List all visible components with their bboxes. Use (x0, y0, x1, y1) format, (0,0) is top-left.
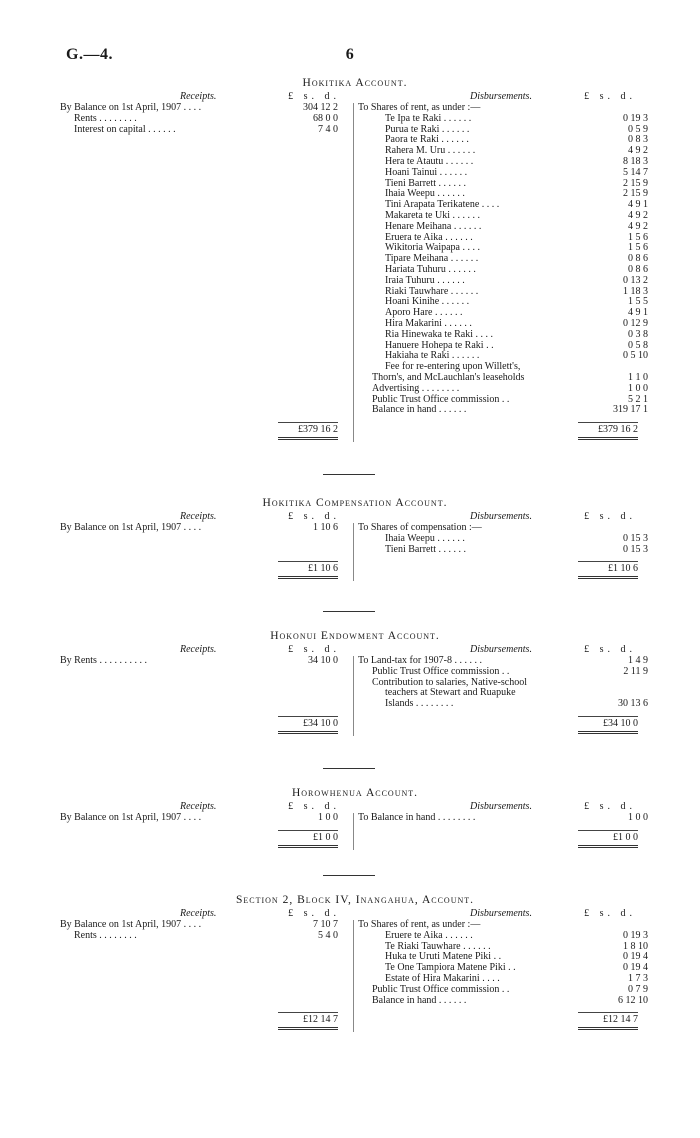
ledger-item-amount: 0 5 9 (628, 123, 648, 135)
receipts-heading: Receipts. (180, 644, 217, 655)
ledger-item-amount: 4 9 1 (628, 199, 648, 211)
ledger-item-amount: 4 9 2 (628, 220, 648, 232)
ledger-item-label: By Balance on 1st April, 1907 . . . . (60, 812, 202, 823)
disbursements-column (358, 103, 648, 416)
account-body (60, 813, 650, 824)
ledger-row (358, 114, 648, 125)
ledger-item-label: Tipare Meihana . . . . . . (385, 253, 479, 265)
ledger-item-amount: 0 13 2 (623, 274, 648, 286)
ledger-item-label: Tieni Barrett . . . . . . (385, 543, 467, 555)
section-separator (323, 768, 375, 769)
ledger-item-amount: 4 9 2 (628, 209, 648, 221)
ledger-item-label: Public Trust Office commission . . (372, 393, 510, 405)
account-section (60, 895, 650, 1028)
ledger-item-amount: 0 19 3 (623, 929, 648, 941)
ledger-row (358, 405, 648, 416)
ledger-row (358, 931, 648, 942)
ledger-item-amount: 1 0 0 (318, 812, 338, 823)
ledger-item-amount: 0 3 8 (628, 328, 648, 340)
ledger-item-amount: 0 8 3 (628, 134, 648, 146)
ledger-item-amount: 1 18 3 (623, 285, 648, 297)
ledger-item-label: Public Trust Office commission . . (372, 665, 510, 677)
ledger-item-label: Hakiaha te Raki . . . . . . (385, 350, 480, 362)
column-divider (353, 103, 354, 442)
ledger-row (358, 276, 648, 287)
ledger-item-label: Ihaia Weepu . . . . . . (385, 188, 465, 200)
ledger-item-label: Te One Tampiora Matene Piki . . (385, 962, 516, 974)
ledger-item-label: Tini Arapata Terikatene . . . . (385, 199, 500, 211)
ledger-item-label: Advertising . . . . . . . . (372, 382, 460, 394)
disbursements-column (358, 523, 648, 555)
receipts-total: £379 16 2 (278, 422, 338, 436)
ledger-item-amount: 0 5 10 (623, 350, 648, 362)
ledger-item-label: To Shares of compensation :— (358, 522, 482, 533)
disbursements-total: £12 14 7 (578, 1012, 638, 1026)
ledger-item-label: Public Trust Office commission . . (372, 983, 510, 995)
ledger-item-label: Tieni Barrett . . . . . . (385, 177, 467, 189)
ledger-item-amount: 0 19 4 (623, 951, 648, 963)
ledger-item-label: Paora te Raki . . . . . . (385, 134, 469, 146)
disbursements-total: £379 16 2 (578, 422, 638, 436)
receipts-currency-heading: £ s. d. (288, 908, 340, 919)
disbursements-column (358, 920, 648, 1006)
ledger-item-amount: 0 15 3 (623, 543, 648, 555)
account-totals (60, 555, 650, 577)
ledger-item-amount: 0 7 9 (628, 983, 648, 995)
ledger-item-label: Ihaia Weepu . . . . . . (385, 532, 465, 544)
ledger-item-label: By Balance on 1st April, 1907 . . . . (60, 919, 202, 930)
ledger-item-label: Thorn's, and McLauchlan's leaseholds (372, 371, 525, 383)
ledger-item-amount: 1 10 6 (313, 522, 338, 533)
ledger-item-amount: 0 19 3 (623, 112, 648, 124)
ledger-item-label: Balance in hand . . . . . . (372, 404, 467, 416)
column-headings (60, 645, 650, 656)
ledger-row (358, 667, 648, 678)
receipts-column (60, 920, 350, 942)
ledger-item-amount: 0 12 9 (623, 317, 648, 329)
ledger-item-label: Interest on capital . . . . . . (74, 123, 176, 135)
ledger-item-label: Hoani Tainui . . . . . . (385, 166, 468, 178)
ledger-item-label: Henare Meihana . . . . . . (385, 220, 482, 232)
disbursements-heading: Disbursements. (470, 644, 532, 655)
ledger-item-label: Hoani Kinihe . . . . . . (385, 296, 470, 308)
account-title: Horowhenua Account. (291, 787, 419, 799)
receipts-currency-heading: £ s. d. (288, 644, 340, 655)
ledger-row (60, 114, 350, 125)
ledger-item-amount: 30 13 6 (618, 698, 648, 710)
ledger-item-amount: 1 0 0 (628, 812, 648, 823)
ledger-item-label: To Shares of rent, as under :— (358, 102, 481, 113)
receipts-column (60, 523, 350, 534)
ledger-item-amount: 319 17 1 (613, 404, 648, 416)
ledger-item-amount: 5 4 0 (318, 929, 338, 941)
ledger-item-amount: 2 11 9 (623, 665, 648, 677)
receipts-total: £12 14 7 (278, 1012, 338, 1026)
receipts-currency-heading: £ s. d. (288, 801, 340, 812)
ledger-item-amount: 4 9 1 (628, 307, 648, 319)
disbursements-heading: Disbursements. (470, 801, 532, 812)
receipts-column (60, 813, 350, 824)
ledger-item-amount: 1 8 10 (623, 940, 648, 952)
account-section (60, 631, 650, 732)
disbursements-heading: Disbursements. (470, 908, 532, 919)
section-separator (323, 875, 375, 876)
ledger-item-label: Te Ipa te Raki . . . . . . (385, 112, 472, 124)
receipts-heading: Receipts. (180, 908, 217, 919)
account-body (60, 656, 650, 710)
ledger-item-label: To Balance in hand . . . . . . . . (358, 812, 476, 823)
ledger-item-label: Ria Hinewaka te Raki . . . . (385, 328, 494, 340)
ledger-item-amount: 8 18 3 (623, 155, 648, 167)
ledger-item-amount: 1 1 0 (628, 371, 648, 383)
ledger-item-label: Wikitoria Waipapa . . . . (385, 242, 480, 254)
page-number: 6 (345, 46, 355, 63)
ledger-item-label: Eruere te Aika . . . . . . (385, 929, 473, 941)
ledger-item-amount: 68 0 0 (313, 112, 338, 124)
account-title: Hokitika Compensation Account. (262, 497, 448, 509)
account-title: Section 2, Block IV, Inangahua, Account. (235, 894, 475, 906)
ledger-item-label: Estate of Hira Makarini . . . . (385, 972, 500, 984)
ledger-row (60, 125, 350, 136)
ledger-row (60, 813, 350, 824)
ledger-item-label: To Shares of rent, as under :— (358, 919, 481, 930)
account-totals (60, 824, 650, 846)
receipts-column (60, 656, 350, 667)
account-section (60, 788, 650, 846)
receipts-currency-heading: £ s. d. (288, 511, 340, 522)
ledger-item-amount: 0 5 8 (628, 339, 648, 351)
receipts-heading: Receipts. (180, 91, 217, 102)
disbursements-currency-heading: £ s. d. (584, 91, 636, 102)
ledger-item-amount: 2 15 9 (623, 177, 648, 189)
ledger-row (358, 699, 648, 710)
account-body (60, 103, 650, 416)
receipts-currency-heading: £ s. d. (288, 91, 340, 102)
ledger-item-amount: 0 8 6 (628, 253, 648, 265)
ledger-item-amount: 7 4 0 (318, 123, 338, 135)
receipts-heading: Receipts. (180, 801, 217, 812)
ledger-row (60, 656, 350, 667)
disbursements-column (358, 656, 648, 710)
ledger-item-amount: 4 9 2 (628, 145, 648, 157)
disbursements-heading: Disbursements. (470, 511, 532, 522)
ledger-item-label: Aporo Hare . . . . . . (385, 307, 463, 319)
ledger-item-amount: 0 15 3 (623, 532, 648, 544)
receipts-column (60, 103, 350, 135)
disbursements-heading: Disbursements. (470, 91, 532, 102)
ledger-item-label: Hira Makarini . . . . . . (385, 317, 472, 329)
ledger-item-label: Hera te Atautu . . . . . . (385, 155, 474, 167)
ledger-item-label: Eruera te Aika . . . . . . (385, 231, 473, 243)
disbursements-column (358, 813, 648, 824)
ledger-item-label: Balance in hand . . . . . . (372, 994, 467, 1006)
ledger-item-label: teachers at Stewart and Ruapuke (385, 687, 516, 699)
ledger-item-amount: 1 4 9 (628, 655, 648, 666)
account-body (60, 523, 650, 555)
disbursements-total: £34 10 0 (578, 716, 638, 730)
ledger-item-label: Rahera M. Uru . . . . . . (385, 145, 476, 157)
ledger-item-label: By Balance on 1st April, 1907 . . . . (60, 102, 202, 113)
ledger-item-label: Rents . . . . . . . . (74, 929, 137, 941)
ledger-item-amount: 1 7 3 (628, 972, 648, 984)
ledger-item-label: Te Riaki Tauwhare . . . . . . (385, 940, 491, 952)
ledger-item-amount: 6 12 10 (618, 994, 648, 1006)
disbursements-total: £1 0 0 (578, 830, 638, 844)
ledger-row (358, 534, 648, 545)
ledger-item-amount: 7 10 7 (313, 919, 338, 930)
disbursements-currency-heading: £ s. d. (584, 908, 636, 919)
document-reference: G.—4. (66, 46, 113, 63)
ledger-item-amount: 1 5 5 (628, 296, 648, 308)
ledger-item-label: Hanuere Hohepa te Raki . . (385, 339, 494, 351)
section-separator (323, 611, 375, 612)
ledger-item-label: Riaki Tauwhare . . . . . . (385, 285, 479, 297)
account-body (60, 920, 650, 1006)
ledger-item-amount: 2 15 9 (623, 188, 648, 200)
ledger-item-label: To Land-tax for 1907-8 . . . . . . (358, 655, 482, 666)
ledger-item-amount: 34 10 0 (308, 655, 338, 666)
ledger-item-label: By Rents . . . . . . . . . . (60, 655, 147, 666)
ledger-row (358, 384, 648, 395)
ledger-item-amount: 5 2 1 (628, 393, 648, 405)
section-separator (323, 474, 375, 475)
ledger-item-label: Islands . . . . . . . . (385, 698, 454, 710)
ledger-item-amount: 304 12 2 (303, 102, 338, 113)
ledger-row (358, 545, 648, 556)
ledger-row (358, 222, 648, 233)
ledger-item-label: Hariata Tuhuru . . . . . . (385, 263, 476, 275)
ledger-row (60, 523, 350, 534)
account-title: Hokonui Endowment Account. (270, 630, 440, 642)
ledger-item-label: Huka te Uruti Matene Piki . . (385, 951, 502, 963)
ledger-item-amount: 1 5 6 (628, 242, 648, 254)
ledger-item-amount: 5 14 7 (623, 166, 648, 178)
account-section (60, 498, 650, 577)
ledger-row (358, 813, 648, 824)
ledger-item-label: Purua te Raki . . . . . . (385, 123, 470, 135)
receipts-heading: Receipts. (180, 511, 217, 522)
ledger-item-label: Contribution to salaries, Native-school (372, 676, 527, 688)
receipts-total: £1 10 6 (278, 561, 338, 575)
ledger-item-label: By Balance on 1st April, 1907 . . . . (60, 522, 202, 533)
ledger-item-label: Makareta te Uki . . . . . . (385, 209, 480, 221)
account-title: Hokitika Account. (302, 77, 408, 89)
account-section (60, 78, 650, 438)
ledger-item-label: Fee for re-entering upon Willett's, (385, 361, 521, 373)
disbursements-currency-heading: £ s. d. (584, 801, 636, 812)
disbursements-total: £1 10 6 (578, 561, 638, 575)
ledger-row (358, 996, 648, 1007)
receipts-total: £1 0 0 (278, 830, 338, 844)
ledger-item-amount: 1 0 0 (628, 382, 648, 394)
ledger-item-amount: 0 19 4 (623, 962, 648, 974)
ledger-row (60, 931, 350, 942)
ledger-row (358, 330, 648, 341)
ledger-item-amount: 1 5 6 (628, 231, 648, 243)
receipts-total: £34 10 0 (278, 716, 338, 730)
account-totals (60, 416, 650, 438)
disbursements-currency-heading: £ s. d. (584, 644, 636, 655)
ledger-row (358, 168, 648, 179)
disbursements-currency-heading: £ s. d. (584, 511, 636, 522)
ledger-row (358, 985, 648, 996)
account-totals (60, 1006, 650, 1028)
ledger-item-amount: 0 8 6 (628, 263, 648, 275)
ledger-item-label: Rents . . . . . . . . (74, 112, 137, 124)
ledger-item-label: Iraia Tuhuru . . . . . . (385, 274, 465, 286)
account-totals (60, 710, 650, 732)
